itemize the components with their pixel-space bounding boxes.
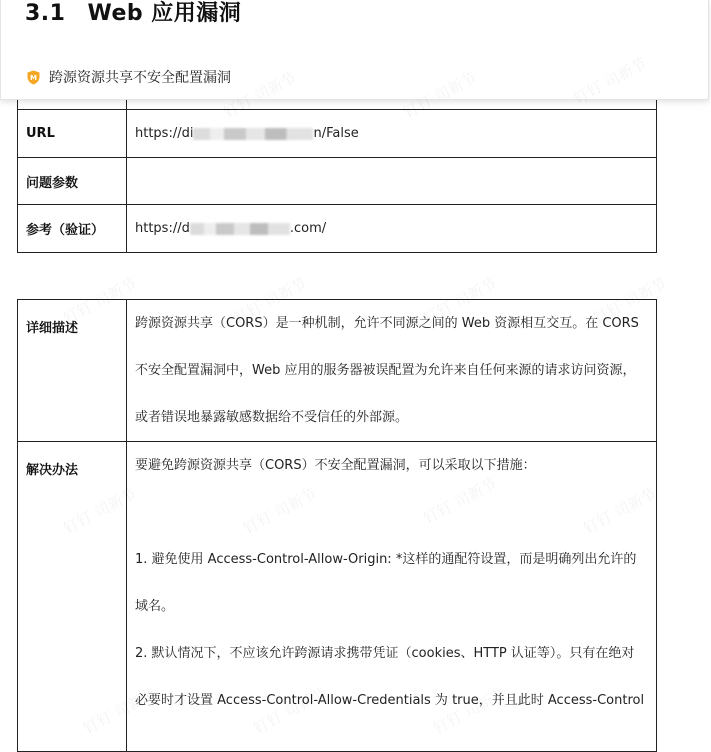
url-value [127, 110, 657, 158]
solution-line: 2. 默认情况下，不应该允许跨源请求携带凭证（cookies、HTTP 认证等）。只有在绝对 [135, 646, 635, 661]
solution-line: 必要时才设置 Access-Control-Allow-Credentials 为 true，并且此时 Access-Control [135, 693, 645, 708]
description-line: 跨源资源共享（CORS）是一种机制，允许不同源之间的 Web 资源相互交互。在 CORS [135, 316, 639, 331]
description-line: 不安全配置漏洞中，Web 应用的服务器被误配置为允许来自任何来源的请求访问资源， [135, 363, 636, 378]
url-prefix: https://di [135, 126, 194, 141]
section-title-text: Web 应用漏洞 [87, 1, 242, 26]
table-row [18, 300, 657, 442]
description-value [127, 300, 657, 442]
redacted-blur [190, 223, 290, 235]
section-header-card [0, 0, 709, 100]
section-number: 3.1 [25, 1, 66, 26]
reference-prefix: https://d [135, 221, 190, 236]
solution-label: 解决办法 [18, 442, 127, 752]
watermark: 钉钉 司新节 [240, 484, 320, 538]
severity-letter: M [30, 73, 37, 82]
description-label: 详细描述 [18, 300, 127, 442]
watermark: 钉钉 司新节 [420, 474, 500, 528]
reference-label: 参考（验证） [18, 205, 127, 253]
watermark: 钉钉 司新节 [250, 684, 330, 738]
table-row [18, 205, 657, 253]
vulnerability-detail-table [17, 299, 657, 752]
solution-line: 域名。 [135, 599, 175, 614]
url-label: URL [18, 110, 127, 158]
solution-value [127, 442, 657, 752]
description-line: 或者错误地暴露敏感数据给不受信任的外部源。 [135, 410, 409, 425]
watermark: 钉钉 司新节 [430, 684, 510, 738]
watermark: 钉钉 司新节 [60, 484, 140, 538]
table-row [18, 442, 657, 752]
watermark: 钉钉 司新节 [230, 274, 310, 328]
param-value [127, 158, 657, 205]
watermark: 钉钉 司新节 [420, 274, 500, 328]
watermark: 钉钉 司新节 [590, 274, 670, 328]
watermark: 钉钉 司新节 [60, 274, 140, 328]
vulnerability-heading [27, 66, 231, 88]
vulnerability-name: 跨源资源共享不安全配置漏洞 [49, 70, 231, 86]
watermark: 钉钉 司新节 [580, 484, 660, 538]
reference-value [127, 205, 657, 253]
watermark: 钉钉 司新节 [80, 684, 160, 738]
solution-line: 要避免跨源资源共享（CORS）不安全配置漏洞，可以采取以下措施： [135, 458, 536, 473]
param-label: 问题参数 [18, 158, 127, 205]
medium-severity-shield-icon [27, 70, 40, 85]
solution-line: 1. 避免使用 Access-Control-Allow-Origin: *这样的通配符设置，而是明确列出允许的 [135, 552, 637, 567]
section-title [25, 0, 241, 27]
table-row [18, 110, 657, 158]
redacted-blur [193, 128, 313, 140]
url-suffix: n/False [313, 126, 359, 141]
table-row [18, 158, 657, 205]
reference-suffix: .com/ [289, 221, 327, 236]
blank-line [135, 489, 648, 536]
